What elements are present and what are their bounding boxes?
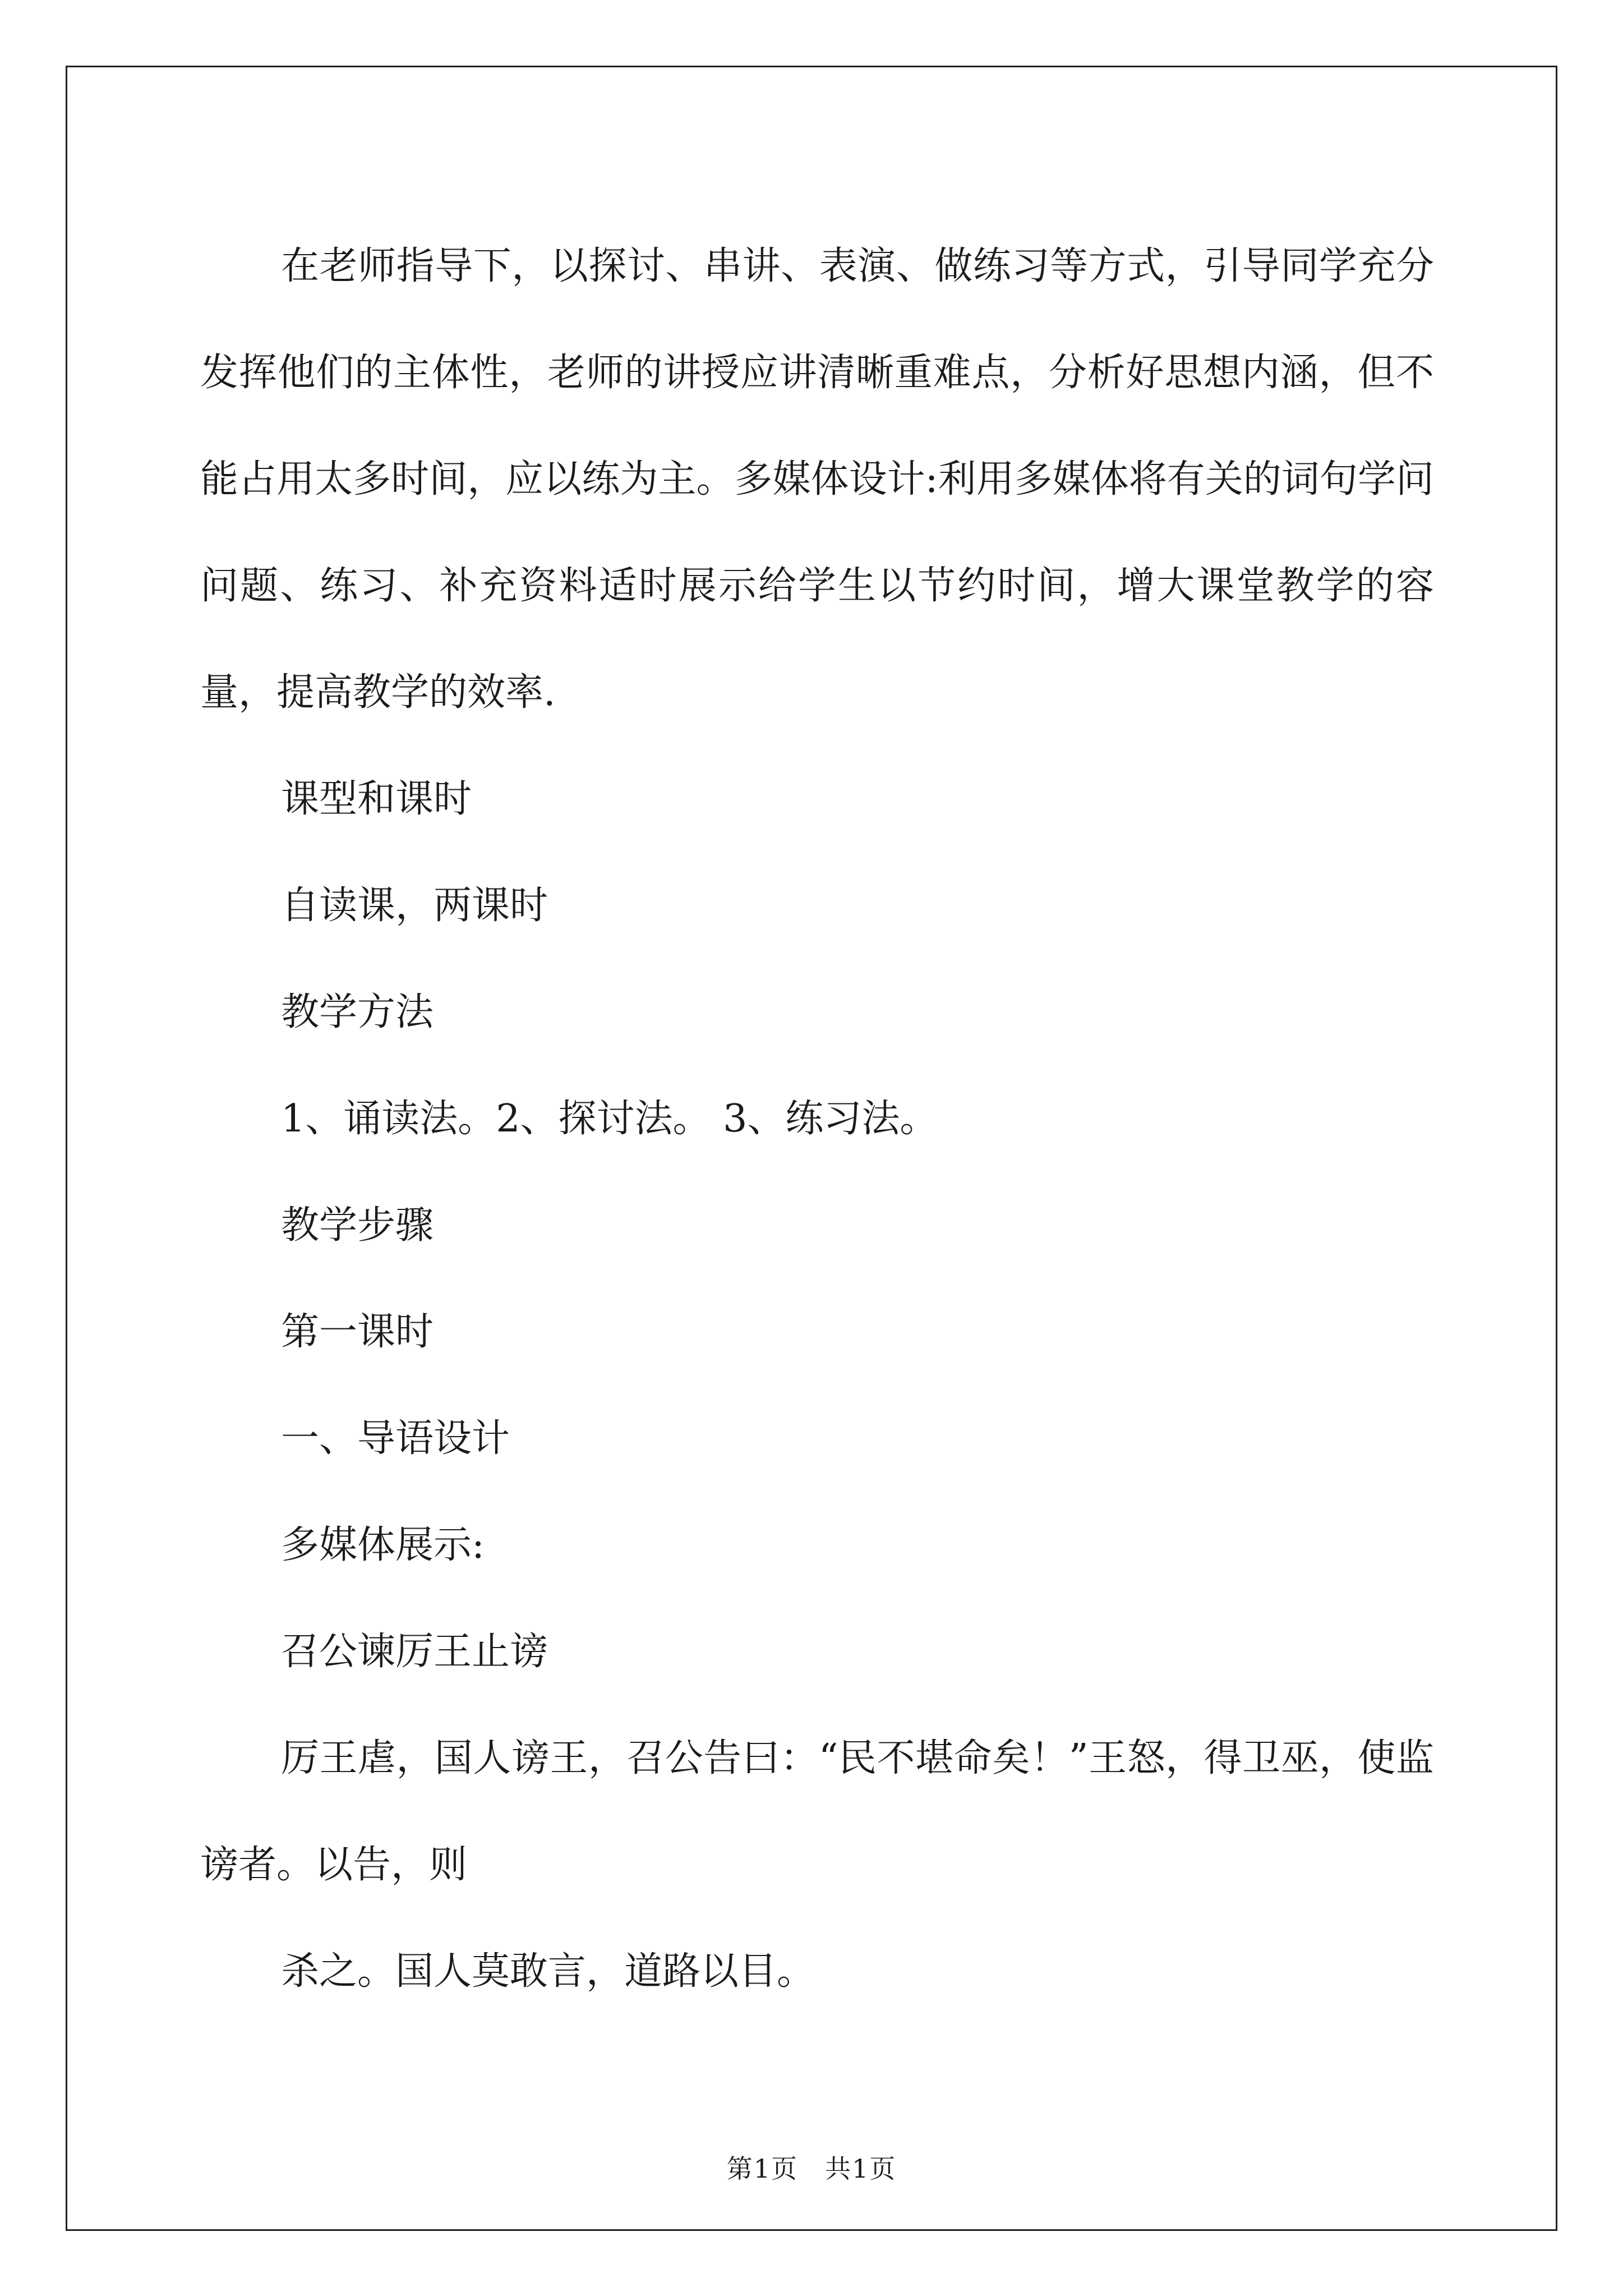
paragraph-classical-text-continued: 杀之。国人莫敢言，道路以目。 [281,1949,815,1994]
document-body [200,213,1434,2025]
heading-lesson-type: 课型和课时 [281,777,472,821]
heading-teaching-method: 教学方法 [281,990,434,1034]
paragraph-multimedia: 多媒体展示: [281,1523,485,1567]
heading-first-period: 第一课时 [281,1310,434,1354]
heading-classical-text-title: 召公谏厉王止谤 [281,1630,548,1674]
heading-teaching-steps: 教学步骤 [281,1203,434,1248]
paragraph-intro: 在老师指导下，以探讨、串讲、表演、做练习等方式，引导同学充分发挥他们的主体性，老师的讲授应讲清晰重难点，分析好思想内涵，但不能占用太多时间，应以练为主。多媒体设计:利用多媒体将有关的词句学问问题、练习、补充资料适时展示给学生以节约时间，增大课堂教学的容量，提高教学的效率. [200,244,1434,715]
paragraph-lesson-type: 自读课，两课时 [281,884,548,928]
heading-intro-design: 一、导语设计 [281,1416,510,1461]
page-footer: 第1页 共1页 [726,2154,897,2184]
paragraph-classical-text: 厉王虐，国人谤王，召公告曰：“民不堪命矣！”王怒，得卫巫，使监谤者。以告，则 [200,1736,1434,1887]
paragraph-teaching-method: 1、诵读法。2、探讨法。 3、练习法。 [281,1097,938,1141]
